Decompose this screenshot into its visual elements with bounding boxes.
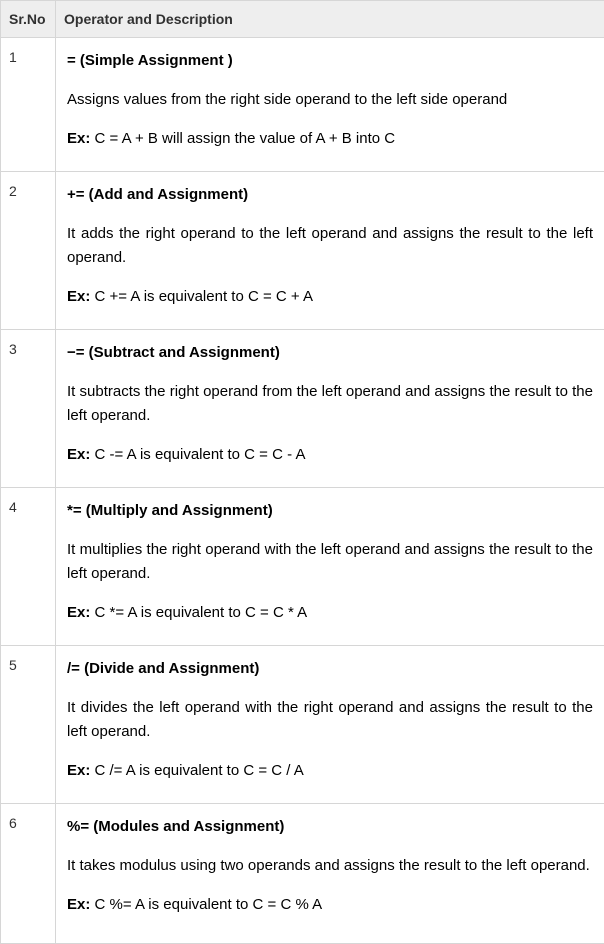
row-number: 2 [1,172,56,330]
operator-description: It subtracts the right operand from the left operand and assigns the result to the left operand. [67,380,593,428]
table-row [1,646,604,804]
table-body [1,38,604,944]
operator-name: += (Add and Assignment) [67,183,593,207]
header-operator-description: Operator and Description [56,1,604,38]
row-number: 4 [1,488,56,646]
operator-name: %= (Modules and Assignment) [67,815,593,839]
operator-description-cell [56,646,604,804]
example-label: Ex: [67,130,90,147]
example-text: C = A + B will assign the value of A + B into C [95,130,396,147]
table-row [1,172,604,330]
operator-description-cell [56,38,604,172]
header-sr-no: Sr.No [1,1,56,38]
example-label: Ex: [67,288,90,305]
example-label: Ex: [67,762,90,779]
table-row [1,804,604,944]
operator-name: *= (Multiply and Assignment) [67,499,593,523]
operator-example [67,893,593,917]
example-text: C *= A is equivalent to C = C * A [95,604,308,621]
table-row [1,330,604,488]
operator-example [67,285,593,309]
operator-description: It adds the right operand to the left operand and assigns the result to the left operand. [67,222,593,270]
operator-description: It takes modulus using two operands and assigns the result to the left operand. [67,854,593,878]
operator-name: = (Simple Assignment ) [67,49,593,73]
operator-description: It divides the left operand with the right operand and assigns the result to the left operand. [67,696,593,744]
table-row [1,488,604,646]
example-text: C += A is equivalent to C = C + A [95,288,313,305]
table-row [1,38,604,172]
operator-example [67,759,593,783]
example-text: C -= A is equivalent to C = C - A [95,446,306,463]
example-text: C %= A is equivalent to C = C % A [95,896,323,913]
header-row [1,1,604,38]
example-label: Ex: [67,896,90,913]
row-number: 3 [1,330,56,488]
operator-description-cell [56,804,604,944]
operator-description-cell [56,330,604,488]
row-number: 6 [1,804,56,944]
operator-name: −= (Subtract and Assignment) [67,341,593,365]
operator-description-cell [56,488,604,646]
example-label: Ex: [67,446,90,463]
operator-description: Assigns values from the right side operand to the left side operand [67,88,593,112]
operator-description-cell [56,172,604,330]
operator-example [67,443,593,467]
row-number: 5 [1,646,56,804]
example-text: C /= A is equivalent to C = C / A [95,762,304,779]
table-header [1,1,604,38]
operator-example [67,127,593,151]
operator-description: It multiplies the right operand with the left operand and assigns the result to the left operand. [67,538,593,586]
operator-name: /= (Divide and Assignment) [67,657,593,681]
example-label: Ex: [67,604,90,621]
operator-example [67,601,593,625]
row-number: 1 [1,38,56,172]
